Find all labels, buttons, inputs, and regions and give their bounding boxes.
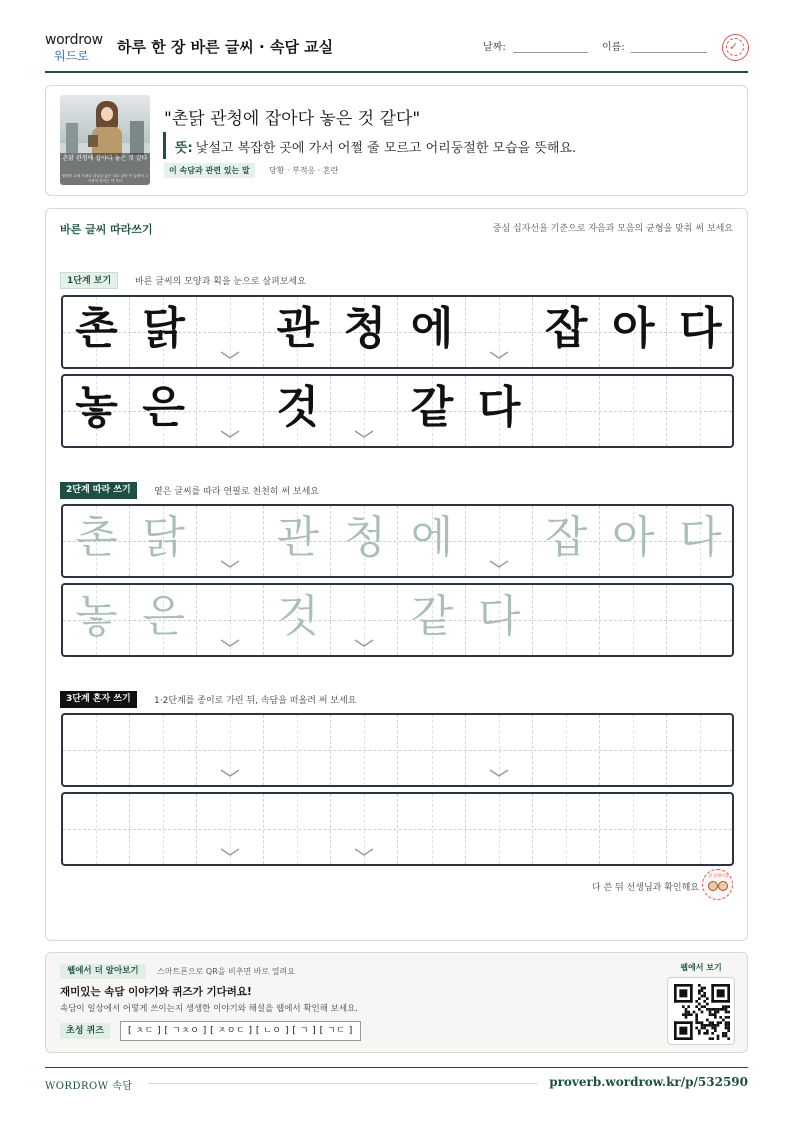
cell-guide <box>633 376 634 446</box>
trace-character: 관 <box>276 512 320 563</box>
qr-code-icon <box>674 984 730 1040</box>
cell-guide <box>96 794 97 864</box>
step3-row-2[interactable] <box>61 792 734 866</box>
ticket-gate <box>130 121 144 155</box>
model-character: 닭 <box>142 303 185 354</box>
writing-cell[interactable] <box>264 715 331 785</box>
bag <box>88 135 98 147</box>
model-character: 에 <box>410 303 454 354</box>
word-space-icon <box>488 349 510 361</box>
step3-badge: 3단계 혼자 쓰기 <box>60 691 137 708</box>
child-face <box>718 881 728 891</box>
image-caption-title: 촌닭 관청에 잡아다 놓은 것 같다 <box>62 155 148 162</box>
model-character: 관 <box>276 303 320 354</box>
practice-title: 바른 글씨 따라쓰기 <box>60 223 153 236</box>
model-character: 청 <box>343 303 387 354</box>
page-header <box>45 28 748 72</box>
writing-cell[interactable] <box>63 715 130 785</box>
cell-guide <box>566 794 567 864</box>
web-headline: 재미있는 속담 이야기와 퀴즈가 기다려요! <box>60 986 252 998</box>
writing-cell <box>466 297 533 367</box>
step1-badge: 1단계 보기 <box>60 272 118 289</box>
writing-cell[interactable] <box>533 715 600 785</box>
writing-cell[interactable] <box>331 506 398 576</box>
writing-cell <box>331 297 398 367</box>
writing-cell[interactable] <box>399 585 466 655</box>
word-space-icon <box>219 428 241 440</box>
wordrow-logo[interactable] <box>45 32 107 64</box>
writing-cell <box>130 297 197 367</box>
name-field[interactable] <box>631 52 707 53</box>
writing-cell[interactable] <box>197 794 264 864</box>
writing-cell[interactable] <box>130 794 197 864</box>
writing-cell[interactable] <box>63 585 130 655</box>
related-words: 당황 · 부적응 · 혼란 <box>269 166 339 175</box>
trace-character: 에 <box>410 512 454 563</box>
web-subtext: 속담이 일상에서 어떻게 쓰이는지 생생한 이야기와 해설을 웹에서 확인해 보세요. <box>60 1004 358 1014</box>
word-space-icon <box>353 428 375 440</box>
cell-guide <box>432 794 433 864</box>
writing-cell <box>399 376 466 446</box>
name-label: 이름: <box>602 42 625 53</box>
check-stamp-icon <box>722 34 749 61</box>
writing-cell[interactable] <box>600 715 667 785</box>
writing-cell[interactable] <box>130 715 197 785</box>
word-space-icon <box>353 846 375 858</box>
footer-line <box>148 1083 538 1084</box>
model-character: 것 <box>276 382 320 433</box>
writing-cell[interactable] <box>667 794 734 864</box>
cell-guide <box>499 794 500 864</box>
writing-cell <box>130 376 197 446</box>
cell-guide <box>163 794 164 864</box>
model-character: 같 <box>410 382 454 433</box>
writing-cell <box>264 376 331 446</box>
model-character: 다 <box>679 303 722 354</box>
quiz-label: 초성 퀴즈 <box>60 1023 110 1039</box>
writing-cell <box>533 297 600 367</box>
trace-character: 청 <box>343 512 387 563</box>
model-character: 은 <box>142 382 185 433</box>
image-caption-sub: 방향한 교에 가져나 갔었나 있은 일로 갖아 이 있에서 그 가뭉어 말하는 약 후다 <box>61 174 149 183</box>
writing-cell <box>331 376 398 446</box>
writing-cell[interactable] <box>331 794 398 864</box>
cell-guide <box>633 794 634 864</box>
step1-row-2 <box>61 374 734 448</box>
writing-cell[interactable] <box>600 585 667 655</box>
step2-row-1[interactable] <box>61 504 734 578</box>
writing-cell[interactable] <box>331 715 398 785</box>
writing-cell <box>264 297 331 367</box>
step3-row-1[interactable] <box>61 713 734 787</box>
model-character: 놓 <box>75 382 118 433</box>
cell-guide <box>700 585 701 655</box>
cell-guide <box>700 794 701 864</box>
writing-cell[interactable] <box>197 506 264 576</box>
trace-character: 촌 <box>75 512 118 563</box>
trace-character: 다 <box>477 591 521 642</box>
cell-guide <box>566 585 567 655</box>
meaning-text: 낯설고 복잡한 곳에 가서 어쩔 줄 모르고 어리둥절한 모습을 뜻해요. <box>195 141 577 156</box>
writing-cell <box>667 297 734 367</box>
writing-cell[interactable] <box>600 506 667 576</box>
writing-cell[interactable] <box>533 585 600 655</box>
cell-guide <box>566 376 567 446</box>
trace-character: 같 <box>410 591 454 642</box>
worksheet-title: 하루 한 장 바른 글씨 · 속담 교실 <box>117 38 334 56</box>
writing-cell[interactable] <box>466 506 533 576</box>
cell-guide <box>163 715 164 785</box>
writing-cell <box>399 297 466 367</box>
writing-cell[interactable] <box>264 585 331 655</box>
qr-label: 웹에서 보기 <box>680 963 722 972</box>
proverb-illustration[interactable] <box>60 95 150 185</box>
writing-cell[interactable] <box>667 715 734 785</box>
writing-cell <box>600 376 667 446</box>
writing-cell <box>197 376 264 446</box>
proverb-title: "촌닭 관청에 잡아다 놓은 것 같다" <box>164 109 421 129</box>
cell-guide <box>96 715 97 785</box>
writing-cell[interactable] <box>399 715 466 785</box>
word-space-icon <box>219 637 241 649</box>
proverb-meaning <box>175 137 576 156</box>
cell-guide <box>633 715 634 785</box>
qr-code[interactable] <box>667 977 735 1045</box>
web-promo-box <box>45 952 748 1053</box>
meaning-label: 뜻: <box>175 141 193 156</box>
writing-cell[interactable] <box>63 506 130 576</box>
writing-cell[interactable] <box>264 794 331 864</box>
word-space-icon <box>219 846 241 858</box>
trace-character: 것 <box>276 591 320 642</box>
cell-guide <box>633 585 634 655</box>
web-more-chip[interactable]: 웹에서 더 알아보기 <box>60 964 146 979</box>
writing-cell[interactable] <box>466 585 533 655</box>
word-space-icon <box>219 558 241 570</box>
writing-cell[interactable] <box>399 794 466 864</box>
cell-guide <box>297 794 298 864</box>
stamp-text: 참 잘했어요 <box>708 873 729 878</box>
step1-row-1 <box>61 295 734 369</box>
trace-character: 아 <box>612 512 655 563</box>
ticket-gate <box>66 123 78 153</box>
writing-cell[interactable] <box>399 506 466 576</box>
writing-cell <box>667 376 734 446</box>
well-done-stamp-icon <box>702 869 733 900</box>
cell-guide <box>566 715 567 785</box>
trace-character: 잡 <box>544 512 588 563</box>
trace-character: 은 <box>142 591 185 642</box>
writing-cell[interactable] <box>197 715 264 785</box>
step2-description: 옅은 글씨를 따라 연필로 천천히 써 보세요 <box>154 487 319 497</box>
trace-character: 놓 <box>75 591 118 642</box>
writing-cell[interactable] <box>533 506 600 576</box>
trace-character: 다 <box>679 512 722 563</box>
cell-guide <box>700 715 701 785</box>
footer-brand: WORDROW 속담 <box>45 1081 133 1092</box>
writing-cell <box>63 297 130 367</box>
child-face <box>708 881 718 891</box>
writing-cell <box>600 297 667 367</box>
cell-guide <box>364 715 365 785</box>
girl-face <box>101 107 113 121</box>
word-space-icon <box>488 558 510 570</box>
writing-cell[interactable] <box>197 585 264 655</box>
writing-cell[interactable] <box>63 794 130 864</box>
writing-cell <box>466 376 533 446</box>
date-label: 날짜: <box>483 42 506 53</box>
cell-guide <box>432 715 433 785</box>
writing-cell[interactable] <box>667 585 734 655</box>
writing-cell[interactable] <box>466 794 533 864</box>
meaning-accent-bar <box>163 132 166 159</box>
word-space-icon <box>488 767 510 779</box>
model-character: 잡 <box>544 303 588 354</box>
handwriting-practice <box>45 208 748 941</box>
step1-description: 바른 글씨의 모양과 획을 눈으로 살펴보세요 <box>135 277 306 287</box>
writing-cell[interactable] <box>264 506 331 576</box>
footer-divider <box>45 1067 748 1068</box>
step2-badge: 2단계 따라 쓰기 <box>60 482 137 499</box>
step3-description: 1·2단계를 종이로 가린 뒤, 속담을 떠올려 써 보세요 <box>154 696 357 706</box>
checkmark-icon: ✓ <box>729 40 739 53</box>
proverb-url-link[interactable]: proverb.wordrow.kr/p/532590 <box>549 1075 748 1089</box>
date-field[interactable] <box>513 52 588 53</box>
writing-cell[interactable] <box>667 506 734 576</box>
writing-cell <box>197 297 264 367</box>
step2-row-2[interactable] <box>61 583 734 657</box>
cell-guide <box>700 376 701 446</box>
model-character: 촌 <box>75 303 118 354</box>
writing-cell[interactable] <box>331 585 398 655</box>
writing-cell <box>63 376 130 446</box>
word-space-icon <box>219 349 241 361</box>
proverb-card <box>45 85 748 196</box>
teacher-check-note: 다 쓴 뒤 선생님과 확인해요 <box>591 883 699 893</box>
trace-character: 닭 <box>142 512 185 563</box>
writing-cell[interactable] <box>130 585 197 655</box>
model-character: 다 <box>477 382 521 433</box>
writing-cell[interactable] <box>600 794 667 864</box>
writing-cell[interactable] <box>466 715 533 785</box>
cell-guide <box>297 715 298 785</box>
qr-tip: 스마트폰으로 QR을 비추면 바로 열려요 <box>157 967 295 976</box>
word-space-icon <box>219 767 241 779</box>
practice-tip: 중심 십자선을 기준으로 자음과 모음의 균형을 맞춰 써 보세요 <box>492 224 733 234</box>
initial-consonant-quiz: [ ㅊㄷ ] [ ㄱㅊㅇ ] [ ㅈㅇㄷ ] [ ㄴㅇ ] [ ㄱ ] [ ㄱㄷ ] <box>120 1021 361 1041</box>
related-words-label: 이 속담과 관련 있는 말 <box>164 163 255 178</box>
word-space-icon <box>353 637 375 649</box>
logo-wordmark: wordrow <box>45 32 103 48</box>
writing-cell <box>533 376 600 446</box>
logo-korean: 워드로 <box>54 49 89 63</box>
writing-cell[interactable] <box>533 794 600 864</box>
model-character: 아 <box>612 303 655 354</box>
writing-cell[interactable] <box>130 506 197 576</box>
header-divider <box>45 71 748 73</box>
